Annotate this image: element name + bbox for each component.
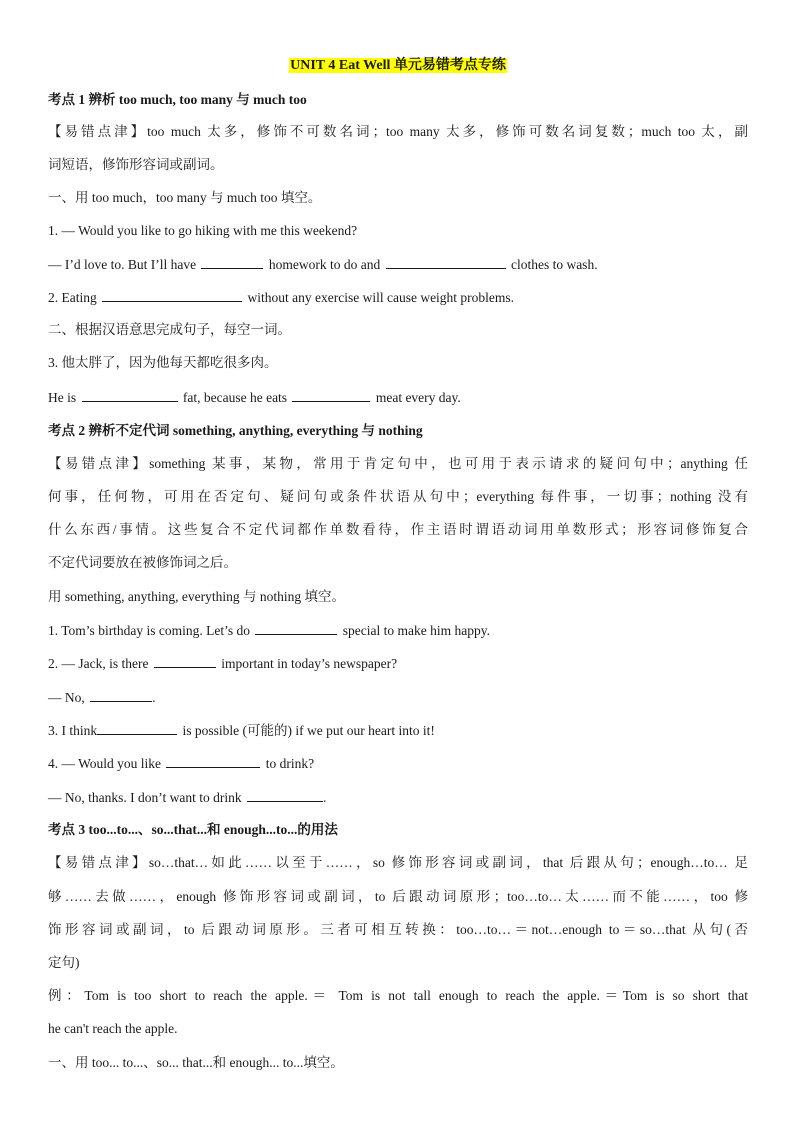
question-3-chinese: 3. 他太胖了，因为他每天都吃很多肉。 (48, 355, 278, 370)
section-3-example-line: 例：Tom is too short to reach the apple.＝ Tom is not tall enough to reach the apple.＝Tom is so short that (48, 988, 748, 1003)
section-2-tip-line: 何事，任何物，可用在否定句、疑问句或条件状语从句中；everything 每件事，一切事；nothing 没有 (48, 489, 748, 504)
answer-blank[interactable] (166, 753, 260, 768)
page-title: UNIT 4 Eat Well 单元易错考点专练 (290, 58, 506, 73)
answer-blank[interactable] (201, 254, 263, 269)
answer-blank[interactable] (97, 720, 177, 735)
answer-blank[interactable] (154, 653, 216, 668)
answer-blank[interactable] (255, 620, 337, 635)
answer-blank[interactable] (82, 387, 178, 402)
section-3-tip-line: 定句) (48, 955, 80, 970)
section-2-instruction: 用 something, anything, everything 与 nothing 填空。 (48, 589, 345, 604)
section-3-tip-line: 够……去做……，enough 修饰形容词或副词，to 后跟动词原形；too…to…太……而不能……，too 修 (48, 889, 748, 904)
section-1-tip-line: 词短语，修饰形容词或副词。 (48, 157, 224, 172)
section-2-tip-line: 什么东西/事情。这些复合不定代词都作单数看待，作主语时谓语动词用单数形式；形容词修饰复合 (48, 522, 748, 537)
section-1-heading: 考点 1 辨析 too much, too many 与 much too (48, 92, 307, 107)
question-1-prompt: 1. — Would you like to go hiking with me this weekend? (48, 223, 358, 238)
section-2-tip-line: 【易错点津】something 某事，某物，常用于肯定句中，也可用于表示请求的疑问句中；anything 任 (48, 456, 748, 471)
question-3-line: 3. I think is possible (可能的) if we put our heart into it! (48, 720, 748, 741)
question-2-answer-line: — No, . (48, 687, 748, 708)
section-3-example-line: he can't reach the apple. (48, 1021, 178, 1036)
section-2-heading: 考点 2 辨析不定代词 something, anything, everything 与 nothing (48, 423, 423, 438)
answer-blank[interactable] (386, 254, 506, 269)
section-1-tip-line: 【易错点津】too much 太多，修饰不可数名词；too many 太多，修饰可数名词复数；much too 太，副 (48, 124, 748, 139)
section-3-heading: 考点 3 too...to...、so...that...和 enough...to...的用法 (48, 822, 338, 837)
section-1-part-2-instruction: 二、根据汉语意思完成句子，每空一词。 (48, 322, 291, 337)
section-1-part-1-instruction: 一、用 too much，too many 与 much too 填空。 (48, 190, 322, 205)
question-3-answer-line: He is fat, because he eats meat every day. (48, 387, 748, 408)
answer-blank[interactable] (247, 787, 323, 802)
question-1-answer-line: — I’d love to. But I’ll have homework to do and clothes to wash. (48, 254, 748, 275)
question-4-answer-line: — No, thanks. I don’t want to drink . (48, 787, 748, 808)
question-4-line: 4. — Would you like to drink? (48, 753, 748, 774)
section-3-tip-line: 饰形容词或副词，to 后跟动词原形。三者可相互转换：too…to…＝not…enough to＝so…that 从句(否 (48, 922, 748, 937)
section-3-part-1-instruction: 一、用 too... to...、so... that...和 enough... to...填空。 (48, 1055, 344, 1070)
question-2-line: 2. — Jack, is there important in today’s newspaper? (48, 653, 748, 674)
section-3-tip-line: 【易错点津】so…that…如此……以至于……，so 修饰形容词或副词，that 后跟从句；enough…to… 足 (48, 855, 748, 870)
answer-blank[interactable] (292, 387, 370, 402)
answer-blank[interactable] (102, 287, 242, 302)
question-2-line: 2. Eating without any exercise will cause weight problems. (48, 287, 748, 308)
answer-blank[interactable] (90, 687, 152, 702)
question-1-line: 1. Tom’s birthday is coming. Let’s do special to make him happy. (48, 620, 748, 641)
section-2-tip-line: 不定代词要放在被修饰词之后。 (48, 555, 237, 570)
